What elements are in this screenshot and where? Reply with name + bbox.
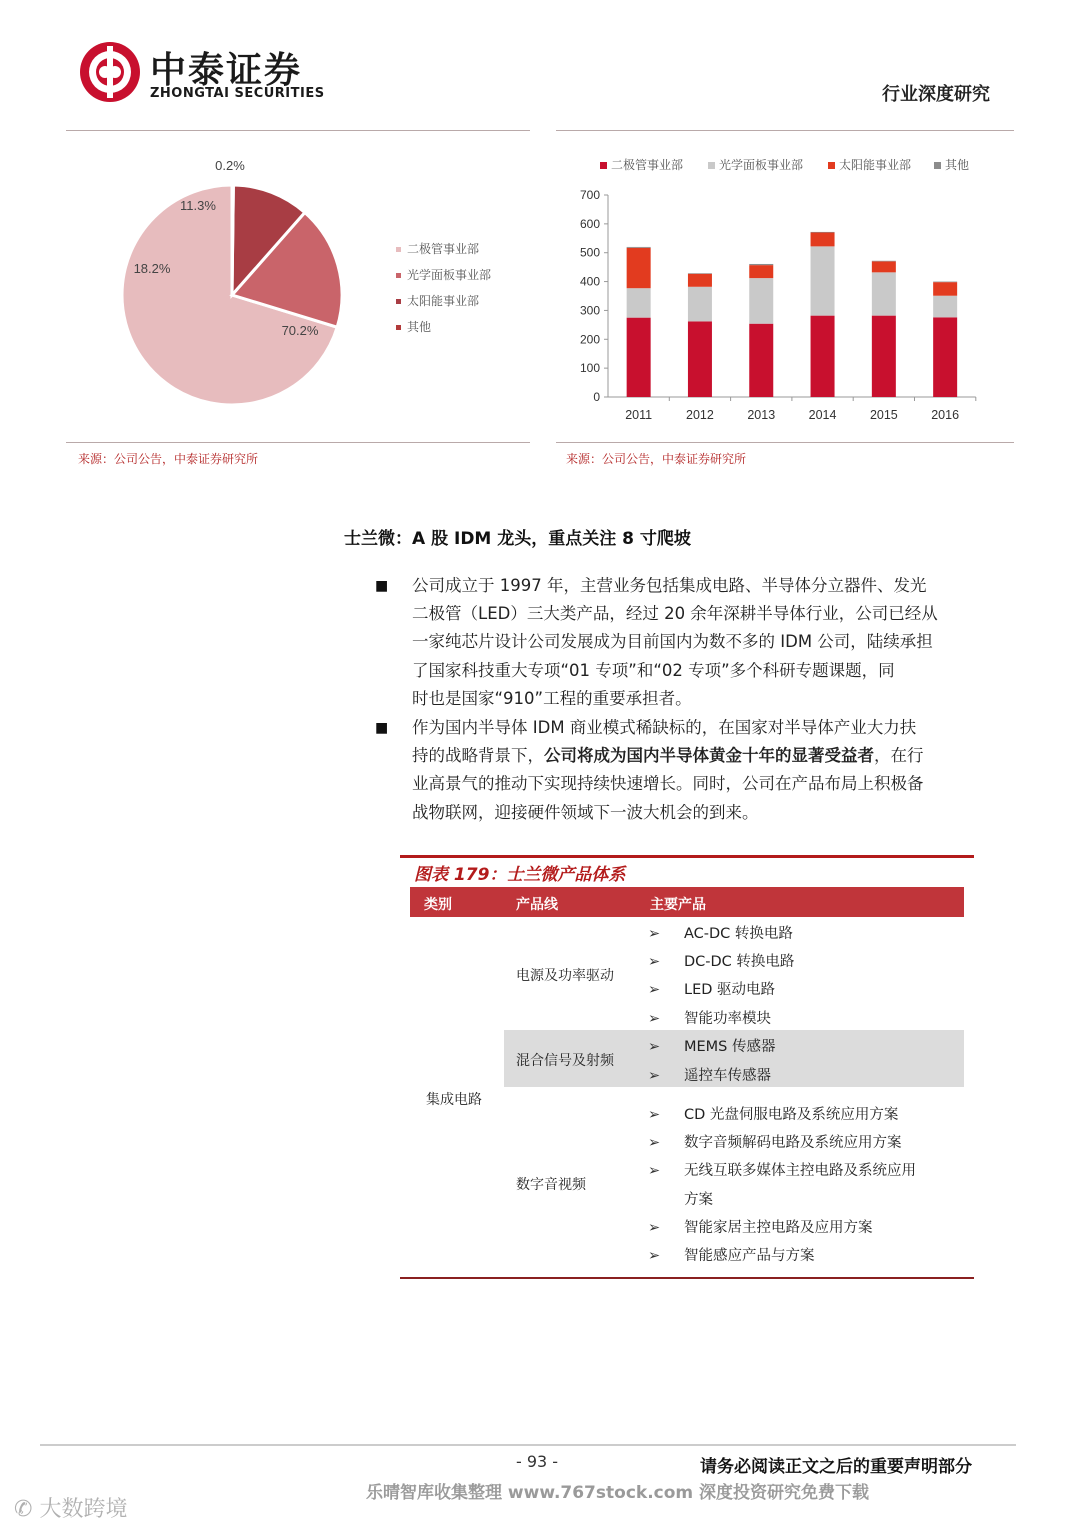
- brand-name-cn: 中泰证券: [150, 50, 303, 91]
- pie-legend-swatch: [396, 247, 401, 252]
- bar-segment: [933, 317, 957, 397]
- bar-legend-item: [934, 156, 969, 173]
- bar-segment: [688, 273, 712, 274]
- bar-chart: [556, 180, 1016, 425]
- product-item: 智能家居主控电路及应用方案: [684, 1220, 873, 1236]
- table-header-cell: 类别: [424, 897, 452, 913]
- bar-source-note: 来源：公司公告，中泰证券研究所: [566, 452, 747, 466]
- bar-legend-label: 太阳能事业部: [839, 158, 912, 172]
- table-row: [648, 1064, 771, 1085]
- pie-chart: [100, 150, 370, 410]
- arrow-bullet-icon: ➢: [648, 982, 661, 998]
- table-row: [684, 1188, 713, 1209]
- table-row: [648, 1244, 815, 1265]
- bar-segment: [627, 288, 651, 317]
- bar-segment: [749, 324, 773, 397]
- bar-legend-swatch: [934, 162, 941, 169]
- table-row: [648, 1159, 916, 1180]
- text-run: ，在行: [874, 746, 924, 766]
- zhongtai-logo: [78, 40, 142, 104]
- arrow-bullet-icon: ➢: [648, 1220, 661, 1236]
- bar-legend-swatch: [600, 162, 607, 169]
- product-line: 电源及功率驱动: [516, 968, 614, 984]
- paragraph-line: [412, 742, 1004, 770]
- paragraph-1: [412, 572, 1004, 713]
- arrow-bullet-icon: ➢: [648, 1163, 661, 1179]
- x-tick-label: 2013: [747, 408, 776, 422]
- bar-segment: [688, 287, 712, 322]
- bar-legend-swatch: [828, 162, 835, 169]
- section-title: 士兰微：A 股 IDM 龙头，重点关注 8 寸爬坡: [344, 529, 691, 549]
- arrow-bullet-icon: ➢: [648, 1039, 661, 1055]
- product-item: 无线互联多媒体主控电路及系统应用: [684, 1163, 916, 1179]
- download-note: 乐晴智库收集整理 www.767stock.com 深度投资研究免费下载: [366, 1483, 870, 1503]
- watermark: [14, 1492, 127, 1523]
- disclaimer-notice: 请务必阅读正文之后的重要声明部分: [700, 1457, 972, 1477]
- y-tick-label: 200: [579, 332, 600, 347]
- bar-segment: [749, 265, 773, 278]
- product-item: 方案: [684, 1192, 713, 1208]
- pie-legend-label: 二极管事业部: [407, 242, 480, 256]
- product-item: DC-DC 转换电路: [684, 954, 795, 970]
- text-run: 持的战略背景下，: [412, 746, 544, 766]
- paragraph-line: 公司成立于 1997 年，主营业务包括集成电路、半导体分立器件、发光: [412, 576, 927, 595]
- table-row: [648, 1131, 902, 1152]
- bar-segment: [872, 261, 896, 272]
- bullet-icon: ■: [375, 720, 389, 736]
- divider: [556, 130, 1014, 131]
- table-row: [648, 1103, 898, 1124]
- bar-segment: [811, 233, 835, 247]
- bar-segment: [933, 282, 957, 283]
- bar-legend-label: 光学面板事业部: [719, 158, 804, 172]
- arrow-bullet-icon: ➢: [648, 954, 661, 970]
- bar-legend-item: [708, 156, 803, 173]
- bar-segment: [872, 316, 896, 397]
- pie-legend-label: 太阳能事业部: [407, 294, 480, 308]
- x-tick-label: 2016: [931, 408, 960, 422]
- arrow-bullet-icon: ➢: [648, 926, 661, 942]
- bar-segment: [811, 246, 835, 315]
- y-tick-label: 0: [593, 390, 600, 404]
- table-row: [648, 922, 793, 943]
- pie-legend-item: [396, 266, 491, 283]
- pie-data-label: 70.2%: [281, 323, 319, 338]
- pie-legend-item: [396, 292, 479, 309]
- bar-segment: [749, 278, 773, 324]
- table-row: [648, 1035, 776, 1056]
- table-header-cell: 产品线: [516, 897, 558, 913]
- page-number: - 93 -: [516, 1452, 559, 1471]
- bar-segment: [811, 232, 835, 233]
- pie-data-label: 11.3%: [180, 198, 216, 213]
- paragraph-2: [412, 714, 1004, 827]
- pie-legend-item: [396, 318, 431, 335]
- y-tick-label: 100: [579, 361, 600, 376]
- arrow-bullet-icon: ➢: [648, 1011, 661, 1027]
- brand-name-en: ZHONGTAI SECURITIES: [150, 86, 325, 101]
- bar-segment: [688, 274, 712, 287]
- product-item: 数字音频解码电路及系统应用方案: [684, 1135, 902, 1151]
- report-type-label: 行业深度研究: [882, 84, 990, 105]
- table-row: [648, 950, 794, 971]
- watermark-icon: ✆: [14, 1497, 40, 1522]
- arrow-bullet-icon: ➢: [648, 1135, 661, 1151]
- table-category: 集成电路: [426, 1092, 482, 1108]
- divider: [556, 442, 1014, 443]
- pie-legend-swatch: [396, 273, 401, 278]
- bar-segment: [627, 248, 651, 288]
- pie-data-label: 18.2%: [133, 261, 171, 276]
- pie-source-note: 来源：公司公告，中泰证券研究所: [78, 452, 259, 466]
- paragraph-line: 作为国内半导体 IDM 商业模式稀缺标的，在国家对半导体产业大力扶: [412, 718, 917, 737]
- bold-highlight: 公司将成为国内半导体黄金十年的显著受益者: [544, 746, 874, 766]
- paragraph-line: 二极管（LED）三大类产品，经过 20 余年深耕半导体行业，公司已经从: [412, 604, 938, 624]
- y-tick-label: 600: [579, 216, 600, 231]
- bar-legend-label: 其他: [945, 158, 970, 172]
- bar-segment: [749, 264, 773, 265]
- bar-segment: [688, 321, 712, 397]
- table-title: 图表 179：士兰微产品体系: [414, 865, 626, 885]
- divider: [66, 442, 530, 443]
- x-tick-label: 2015: [869, 408, 898, 422]
- product-item: CD 光盘伺服电路及系统应用方案: [684, 1107, 899, 1123]
- bar-legend-item: [828, 156, 911, 173]
- y-tick-label: 300: [579, 303, 600, 318]
- product-item: AC-DC 转换电路: [684, 926, 793, 942]
- product-item: 遥控车传感器: [684, 1068, 771, 1084]
- paragraph-line: 了国家科技重大专项“01 专项”和“02 专项”多个科研专题课题，同: [412, 660, 895, 680]
- bar-segment: [627, 318, 651, 397]
- bar-legend-label: 二极管事业部: [611, 158, 684, 172]
- product-line: 数字音视频: [516, 1177, 586, 1193]
- bar-legend-swatch: [708, 162, 715, 169]
- pie-legend-swatch: [396, 299, 401, 304]
- bar-segment: [933, 296, 957, 318]
- table-header-cell: 主要产品: [650, 897, 706, 913]
- x-tick-label: 2014: [808, 408, 837, 422]
- bullet-icon: ■: [375, 578, 389, 594]
- product-item: 智能功率模块: [684, 1011, 771, 1027]
- paragraph-line: 战物联网，迎接硬件领域下一波大机会的到来。: [412, 802, 759, 822]
- table-bottom-rule: [400, 1277, 974, 1279]
- arrow-bullet-icon: ➢: [648, 1068, 661, 1084]
- y-tick-label: 400: [579, 274, 600, 289]
- y-tick-label: 700: [579, 188, 600, 202]
- table-title-bar: [400, 855, 974, 858]
- y-tick-label: 500: [579, 245, 600, 260]
- pie-legend-label: 光学面板事业部: [407, 268, 492, 282]
- x-tick-label: 2012: [686, 408, 714, 422]
- arrow-bullet-icon: ➢: [648, 1107, 661, 1123]
- paragraph-line: 业高景气的推动下实现持续快速增长。同时，公司在产品布局上积极备: [412, 774, 924, 794]
- bar-segment: [933, 282, 957, 296]
- paragraph-line: 时也是国家“910”工程的重要承担者。: [412, 688, 692, 708]
- table-row: [648, 1007, 771, 1028]
- bar-segment: [872, 272, 896, 315]
- divider: [66, 130, 530, 131]
- footer-divider: [40, 1444, 1016, 1446]
- product-item: 智能感应产品与方案: [684, 1248, 815, 1264]
- bar-segment: [627, 247, 651, 248]
- pie-slice: [232, 185, 233, 295]
- bar-segment: [872, 261, 896, 262]
- table-row: [648, 978, 775, 999]
- watermark-text: 大数跨境: [39, 1497, 128, 1522]
- bar-segment: [811, 316, 835, 397]
- product-line: 混合信号及射频: [516, 1053, 614, 1069]
- paragraph-line: 一家纯芯片设计公司发展成为目前国内为数不多的 IDM 公司，陆续承担: [412, 632, 933, 652]
- table-row: [648, 1216, 873, 1237]
- bar-legend-item: [600, 156, 683, 173]
- pie-legend-label: 其他: [407, 320, 432, 334]
- x-tick-label: 2011: [625, 408, 653, 422]
- product-item: LED 驱动电路: [684, 982, 776, 998]
- pie-legend-swatch: [396, 325, 401, 330]
- product-item: MEMS 传感器: [684, 1039, 776, 1055]
- arrow-bullet-icon: ➢: [648, 1248, 661, 1264]
- pie-legend-item: [396, 240, 479, 257]
- pie-data-label: 0.2%: [215, 158, 245, 173]
